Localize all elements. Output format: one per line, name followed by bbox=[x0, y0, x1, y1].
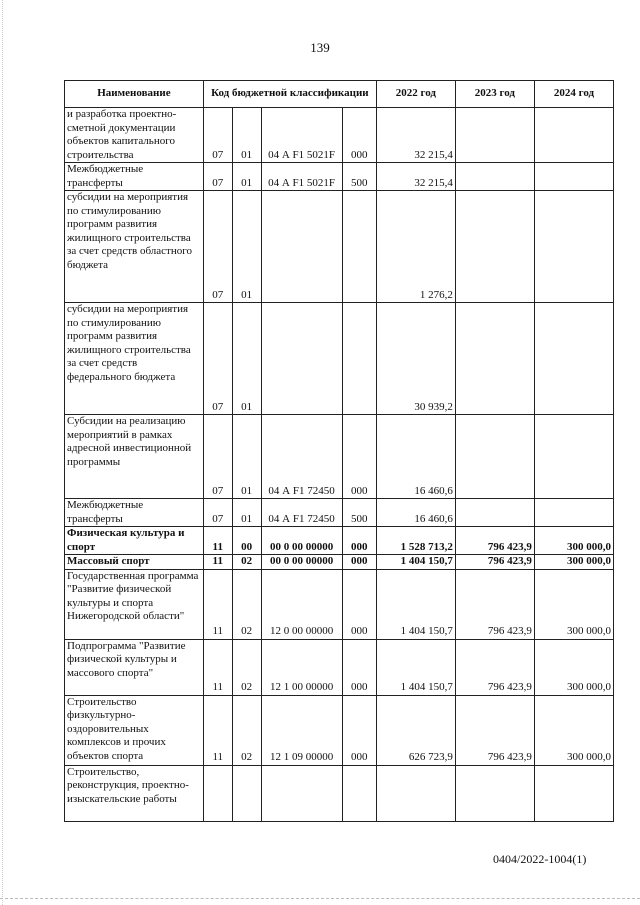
row-subsection: 02 bbox=[232, 555, 261, 570]
row-name: Массовый спорт bbox=[65, 555, 204, 570]
row-value-2023: 796 423,9 bbox=[455, 555, 534, 570]
row-target-article: 12 1 09 00000 bbox=[261, 695, 342, 765]
row-value-2022 bbox=[376, 765, 455, 821]
row-section: 07 bbox=[203, 191, 232, 303]
row-value-2023: 796 423,9 bbox=[455, 527, 534, 555]
row-value-2023 bbox=[455, 415, 534, 499]
row-expense-type: 500 bbox=[342, 163, 376, 191]
table-row bbox=[65, 191, 614, 303]
row-value-2024: 300 000,0 bbox=[534, 555, 613, 570]
table-row bbox=[65, 415, 614, 499]
table-header-row bbox=[65, 81, 614, 108]
row-section: 11 bbox=[203, 555, 232, 570]
header-name: Наименование bbox=[65, 81, 204, 108]
row-section: 11 bbox=[203, 695, 232, 765]
document-code: 0404/2022-1004(1) bbox=[493, 852, 587, 866]
row-subsection: 01 bbox=[232, 303, 261, 415]
row-name: Подпрограмма "Развитие физической культуры и массового спорта" bbox=[65, 639, 204, 695]
row-target-article: 12 0 00 00000 bbox=[261, 569, 342, 639]
table-row bbox=[65, 527, 614, 555]
row-value-2022: 32 215,4 bbox=[376, 163, 455, 191]
row-expense-type bbox=[342, 191, 376, 303]
row-subsection: 02 bbox=[232, 569, 261, 639]
row-value-2023: 796 423,9 bbox=[455, 569, 534, 639]
row-value-2024: 300 000,0 bbox=[534, 695, 613, 765]
scan-bottom-edge bbox=[0, 898, 640, 899]
row-value-2023 bbox=[455, 191, 534, 303]
row-value-2022: 1 404 150,7 bbox=[376, 555, 455, 570]
row-target-article: 04 А F1 72450 bbox=[261, 499, 342, 527]
row-value-2022: 16 460,6 bbox=[376, 499, 455, 527]
row-expense-type: 000 bbox=[342, 569, 376, 639]
header-code: Код бюджетной классификации bbox=[203, 81, 376, 108]
row-value-2023 bbox=[455, 765, 534, 821]
row-expense-type bbox=[342, 303, 376, 415]
row-subsection: 01 bbox=[232, 499, 261, 527]
table-row bbox=[65, 303, 614, 415]
row-section: 11 bbox=[203, 639, 232, 695]
row-value-2023 bbox=[455, 108, 534, 163]
table-row bbox=[65, 499, 614, 527]
row-target-article bbox=[261, 765, 342, 821]
row-value-2023: 796 423,9 bbox=[455, 695, 534, 765]
row-value-2022: 32 215,4 bbox=[376, 108, 455, 163]
row-name: Субсидии на реализацию мероприятий в рамках адресной инвестиционной программы bbox=[65, 415, 204, 499]
row-name: и разработка проектно-сметной документации объектов капитального строительства bbox=[65, 108, 204, 163]
row-subsection: 02 bbox=[232, 695, 261, 765]
row-section: 07 bbox=[203, 499, 232, 527]
row-value-2023 bbox=[455, 499, 534, 527]
row-name: Государственная программа "Развитие физической культуры и спорта Нижегородской области" bbox=[65, 569, 204, 639]
row-value-2024: 300 000,0 bbox=[534, 639, 613, 695]
row-expense-type: 000 bbox=[342, 555, 376, 570]
row-value-2024 bbox=[534, 191, 613, 303]
row-section bbox=[203, 765, 232, 821]
budget-table bbox=[64, 80, 614, 822]
row-value-2022: 1 404 150,7 bbox=[376, 569, 455, 639]
row-expense-type: 000 bbox=[342, 695, 376, 765]
table-row bbox=[65, 695, 614, 765]
row-section: 07 bbox=[203, 303, 232, 415]
row-subsection: 01 bbox=[232, 415, 261, 499]
row-target-article: 04 А F1 5021F bbox=[261, 163, 342, 191]
row-section: 07 bbox=[203, 415, 232, 499]
table-row bbox=[65, 765, 614, 821]
row-value-2023 bbox=[455, 163, 534, 191]
row-value-2024 bbox=[534, 499, 613, 527]
row-section: 07 bbox=[203, 163, 232, 191]
row-expense-type: 000 bbox=[342, 108, 376, 163]
row-target-article bbox=[261, 303, 342, 415]
row-value-2024 bbox=[534, 108, 613, 163]
row-subsection: 00 bbox=[232, 527, 261, 555]
row-name: Межбюджетные трансферты bbox=[65, 499, 204, 527]
row-subsection bbox=[232, 765, 261, 821]
row-value-2023: 796 423,9 bbox=[455, 639, 534, 695]
row-target-article bbox=[261, 191, 342, 303]
row-value-2024 bbox=[534, 415, 613, 499]
row-expense-type: 000 bbox=[342, 415, 376, 499]
table-row bbox=[65, 108, 614, 163]
row-value-2022: 1 404 150,7 bbox=[376, 639, 455, 695]
row-value-2024 bbox=[534, 303, 613, 415]
row-value-2024 bbox=[534, 163, 613, 191]
row-value-2022: 30 939,2 bbox=[376, 303, 455, 415]
row-subsection: 02 bbox=[232, 639, 261, 695]
row-name: Строительство, реконструкция, проектно-изыскательские работы bbox=[65, 765, 204, 821]
table-row bbox=[65, 163, 614, 191]
row-target-article: 00 0 00 00000 bbox=[261, 555, 342, 570]
row-name: Межбюджетные трансферты bbox=[65, 163, 204, 191]
header-2024: 2024 год bbox=[534, 81, 613, 108]
row-section: 11 bbox=[203, 569, 232, 639]
row-value-2022: 1 276,2 bbox=[376, 191, 455, 303]
row-value-2023 bbox=[455, 303, 534, 415]
row-expense-type: 000 bbox=[342, 527, 376, 555]
row-expense-type: 000 bbox=[342, 639, 376, 695]
row-subsection: 01 bbox=[232, 108, 261, 163]
row-name: субсидии на мероприятия по стимулированию программ развития жилищного строительства за счет средств областного бюджета bbox=[65, 191, 204, 303]
page-number: 139 bbox=[310, 40, 330, 55]
row-target-article: 04 А F1 5021F bbox=[261, 108, 342, 163]
row-name: субсидии на мероприятия по стимулированию программ развития жилищного строительства за счет средств федерального бюджета bbox=[65, 303, 204, 415]
row-value-2022: 626 723,9 bbox=[376, 695, 455, 765]
row-section: 07 bbox=[203, 108, 232, 163]
row-subsection: 01 bbox=[232, 191, 261, 303]
row-value-2022: 16 460,6 bbox=[376, 415, 455, 499]
row-name: Строительство физкультурно-оздоровительных комплексов и прочих объектов спорта bbox=[65, 695, 204, 765]
row-expense-type bbox=[342, 765, 376, 821]
row-target-article: 04 А F1 72450 bbox=[261, 415, 342, 499]
header-2023: 2023 год bbox=[455, 81, 534, 108]
row-subsection: 01 bbox=[232, 163, 261, 191]
row-target-article: 12 1 00 00000 bbox=[261, 639, 342, 695]
row-value-2022: 1 528 713,2 bbox=[376, 527, 455, 555]
row-section: 11 bbox=[203, 527, 232, 555]
row-value-2024: 300 000,0 bbox=[534, 569, 613, 639]
row-expense-type: 500 bbox=[342, 499, 376, 527]
row-name: Физическая культура и спорт bbox=[65, 527, 204, 555]
header-2022: 2022 год bbox=[376, 81, 455, 108]
scan-edge bbox=[2, 0, 3, 905]
row-value-2024 bbox=[534, 765, 613, 821]
table-row bbox=[65, 569, 614, 639]
table-row bbox=[65, 555, 614, 570]
row-value-2024: 300 000,0 bbox=[534, 527, 613, 555]
row-target-article: 00 0 00 00000 bbox=[261, 527, 342, 555]
table-row bbox=[65, 639, 614, 695]
